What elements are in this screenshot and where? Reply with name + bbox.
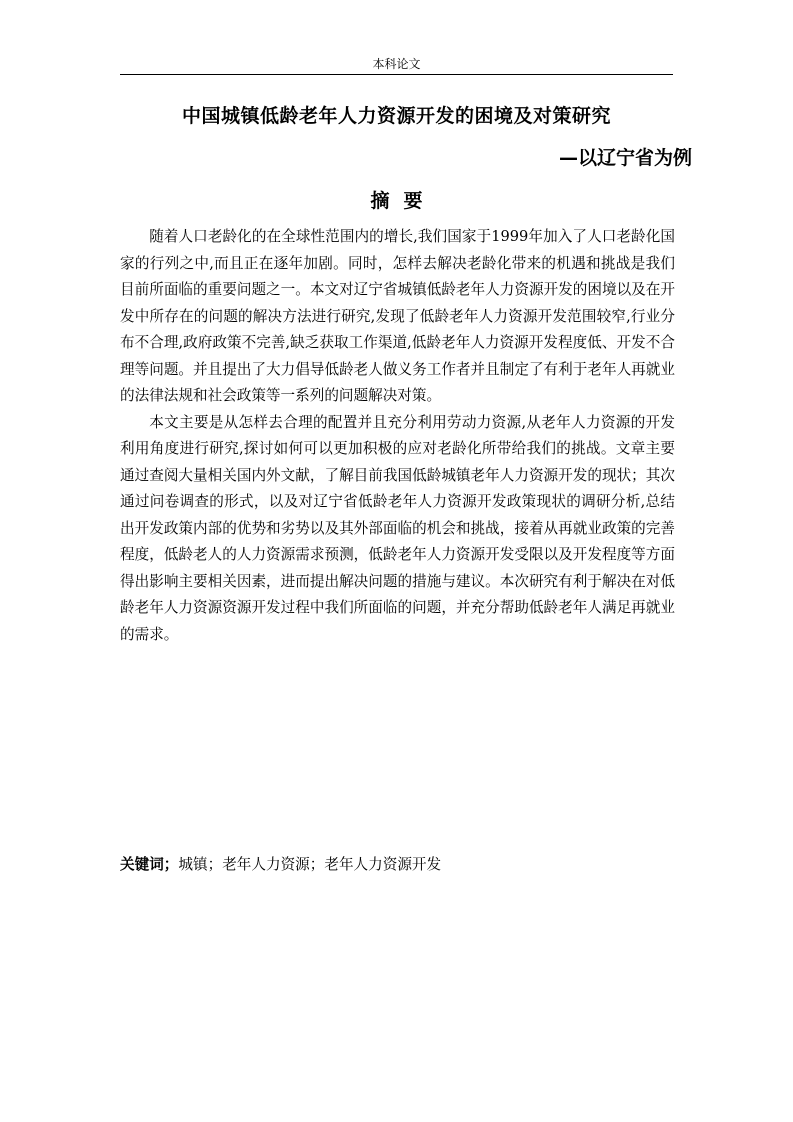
keywords-line <box>120 852 673 878</box>
keywords-separator: ； <box>163 856 179 873</box>
thesis-subtitle: —以辽宁省为例 <box>558 147 692 169</box>
abstract-heading: 摘要 <box>370 190 437 212</box>
abstract-body <box>120 224 675 648</box>
keywords-text: 城镇；老年人力资源；老年人力资源开发 <box>178 856 442 873</box>
page-header: 本科论文 <box>372 57 421 71</box>
thesis-title: 中国城镇低龄老年人力资源开发的困境及对策研究 <box>181 105 611 127</box>
keywords-label: 关键词 <box>120 856 164 873</box>
header-divider <box>120 74 673 75</box>
abstract-paragraph-1: 随着人口老龄化的在全球性范围内的增长,我们国家于1999年加入了人口老龄化国家的行列之中,而且正在逐年加剧。同时，怎样去解决老龄化带来的机遇和挑战是我们目前所面临的重要问题之一。本文对辽宁省城镇低龄老年人力资源开发的困境以及在开发中所存在的问题的解决方法进行研究,发现了低龄老年人力资源开发范围较窄,行业分布不合理,政府政策不完善,缺乏获取工作渠道,低龄老年人力资源开发程度低、开发不合理等问题。并且提出了大力倡导低龄老人做义务工作者并且制定了有利于老年人再就业的法律法规和社会政策等一系列的问题解决对策。 <box>120 228 675 404</box>
abstract-paragraph-2: 本文主要是从怎样去合理的配置并且充分利用劳动力资源,从老年人力资源的开发利用角度进行研究,探讨如何可以更加积极的应对老龄化所带给我们的挑战。文章主要通过查阅大量相关国内外文献，了解目前我国低龄城镇老年人力资源开发的现状；其次通过问卷调查的形式，以及对辽宁省低龄老年人力资源开发政策现状的调研分析,总结出开发政策内部的优势和劣势以及其外部面临的机会和挑战，接着从再就业政策的完善程度，低龄老人的人力资源需求预测，低龄老年人力资源开发受限以及开发程度等方面得出影响主要相关因素，进而提出解决问题的措施与建议。本次研究有利于解决在对低龄老年人力资源资源开发过程中我们所面临的问题，并充分帮助低龄老年人满足再就业的需求。 <box>120 413 675 643</box>
